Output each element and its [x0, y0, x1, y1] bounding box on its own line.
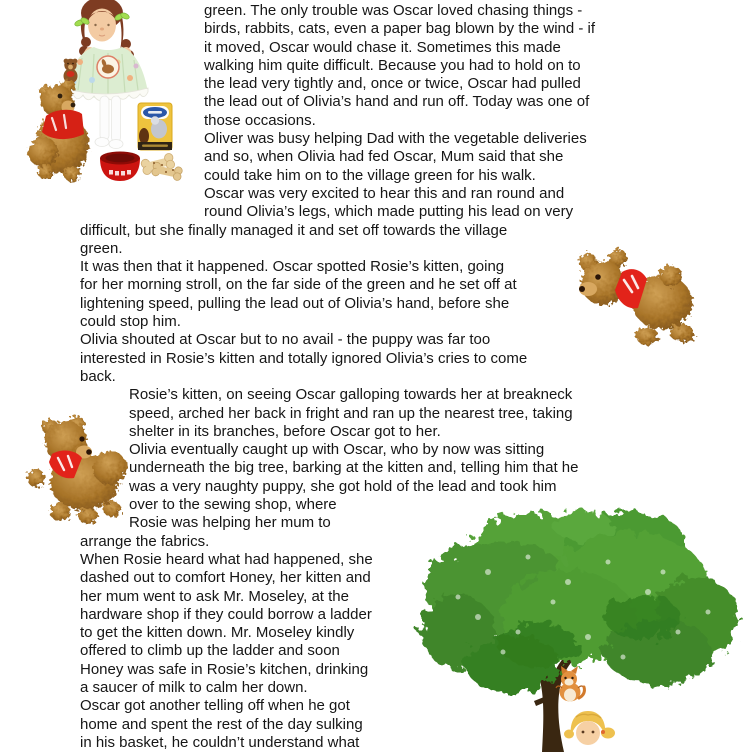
red-dog-bowl-icon	[100, 152, 140, 182]
puppy-sitting-svg	[22, 406, 160, 530]
story-line: interested in Rosie’s kitten and totally ignored Olivia’s cries to come	[80, 349, 528, 367]
story-line: lightening speed, pulling the lead out of Olivia’s hand, before she	[80, 294, 510, 312]
story-line: shelter in its branches, before Oscar got to her.	[129, 422, 441, 440]
story-line: her mum went to ask Mr. Moseley, at the	[80, 587, 349, 605]
story-line: could stop him.	[80, 313, 181, 331]
story-line: in his basket, he couldn’t understand what	[80, 733, 360, 751]
story-line: home and spent the rest of the day sulking	[80, 715, 363, 733]
story-line: green.	[80, 239, 123, 257]
story-line: birds, rabbits, cats, even a paper bag blown by the wind - if	[204, 20, 596, 38]
story-line: walking him quite difficult. Because you had to hold on to	[204, 56, 581, 74]
story-line: Rosie was helping her mum to	[129, 514, 331, 532]
story-line: Oliver was busy helping Dad with the vegetable deliveries	[204, 130, 587, 148]
story-line: over to the sewing shop, where	[129, 496, 337, 514]
story-line: arrange the fabrics.	[80, 532, 210, 550]
story-line: Honey was safe in Rosie’s kitchen, drinking	[80, 660, 369, 678]
tree-svg	[418, 502, 743, 752]
dog-food-bag-icon	[138, 103, 172, 150]
story-line: could take him on to the village green for his walk.	[204, 166, 536, 184]
story-line: back.	[80, 367, 116, 385]
story-line: Rosie’s kitten, on seeing Oscar galloping towards her at breakneck	[129, 386, 573, 404]
story-line: and so, when Olivia had fed Oscar, Mum said that she	[204, 148, 564, 166]
story-line: the lead very tightly and, once or twice, Oscar had pulled	[204, 75, 581, 93]
puppy-eye	[79, 436, 84, 441]
puppy-nose	[86, 449, 92, 455]
story-line: Oscar was very excited to hear this and ran round and	[204, 184, 565, 202]
story-line: hardware shop if they could borrow a ladder	[80, 605, 372, 623]
puppy-running-svg	[566, 246, 714, 348]
doll-and-puppy-svg	[30, 0, 186, 185]
puppy-sitting-illustration	[22, 406, 160, 530]
story-line: speed, arched her back in fright and ran up the nearest tree, taking	[129, 404, 573, 422]
story-line: green. The only trouble was Oscar loved chasing things -	[204, 2, 583, 19]
story-line: When Rosie heard what had happened, she	[80, 550, 373, 568]
story-line: was a very naughty puppy, she got hold of the lead and took him	[129, 477, 557, 495]
puppy-running-illustration	[566, 246, 714, 348]
story-line: a saucer of milk to calm her down.	[80, 678, 308, 696]
story-line: difficult, but she finally managed it and set off towards the village	[80, 221, 508, 239]
dog-bone-treats-icon	[140, 153, 183, 181]
story-line: dashed out to comfort Honey, her kitten and	[80, 569, 371, 587]
story-line: those occasions.	[204, 111, 316, 129]
doll-legs	[95, 96, 123, 149]
girl-under-tree	[564, 711, 615, 745]
story-line: round Olivia’s legs, which made putting his lead on very	[204, 203, 574, 221]
story-line: to get the kitten down. Mr. Moseley kindly	[80, 624, 355, 642]
story-line: It was then that it happened. Oscar spotted Rosie’s kitten, going	[80, 258, 505, 276]
tree-illustration	[418, 502, 743, 752]
story-line: for her morning stroll, on the far side of the green and he set off at	[80, 276, 517, 294]
doll-and-puppy-illustration	[30, 0, 186, 185]
puppy-eye	[595, 274, 601, 280]
story-line: Olivia shouted at Oscar but to no avail - the puppy was far too	[80, 331, 491, 349]
story-line: Olivia eventually caught up with Oscar, who by now was sitting	[129, 441, 545, 459]
puppy-nose	[579, 286, 585, 292]
story-line: Oscar got another telling off when he got	[80, 697, 350, 715]
story-line: underneath the big tree, barking at the kitten and, telling him that he	[129, 459, 579, 477]
tree-canopy	[421, 511, 738, 693]
story-line: offered to climb up the ladder and soon	[80, 642, 340, 660]
story-line: it moved, Oscar would chase it. Sometimes this made	[204, 38, 561, 56]
story-line: the lead out of Olivia’s hand and run off. Today was one of	[204, 93, 590, 111]
